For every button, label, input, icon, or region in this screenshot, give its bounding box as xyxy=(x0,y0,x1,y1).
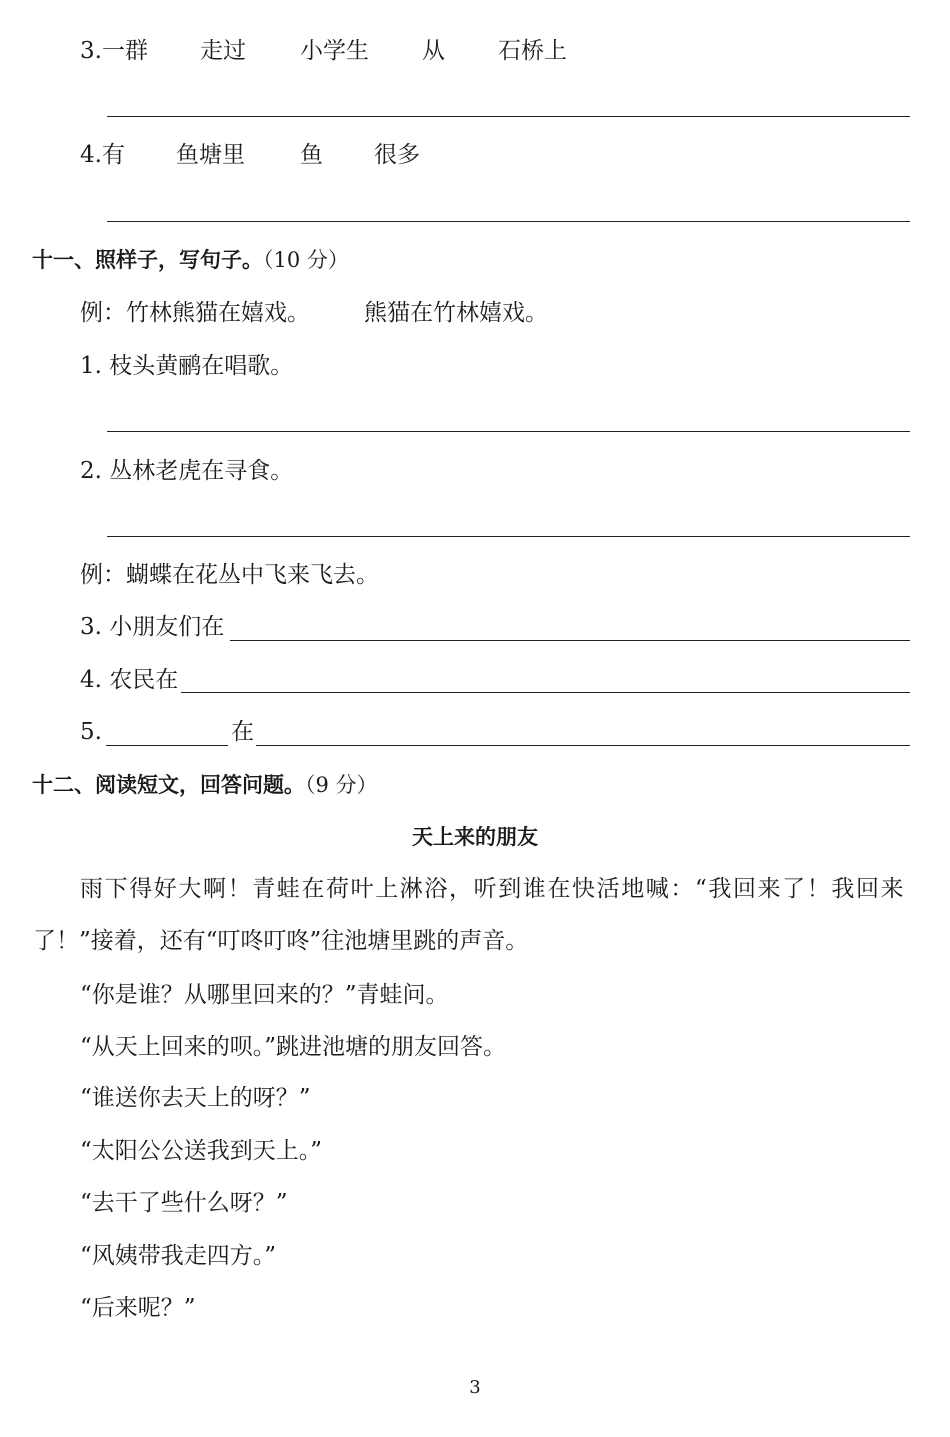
passage-line: “太阳公公送我到天上。” xyxy=(80,1138,323,1164)
word-card: 从 xyxy=(421,38,445,64)
q10-item4-number: 4. xyxy=(80,142,102,168)
passage-line: “后来呢？” xyxy=(80,1295,196,1321)
q10-item3 xyxy=(80,36,567,66)
example-1 xyxy=(80,298,548,328)
s11-item5-mid: 在 xyxy=(231,719,254,745)
passage-line: “去干了些什么呀？” xyxy=(80,1190,288,1216)
q10-item4 xyxy=(80,140,420,170)
example-2: 例：蝴蝶在花丛中飞来飞去。 xyxy=(80,562,379,588)
passage-para1-line1: 雨下得好大啊！青蛙在荷叶上淋浴，听到谁在快活地喊：“我回来了！我回来 xyxy=(80,876,906,902)
answer-line[interactable] xyxy=(181,692,910,693)
passage-para1-line2: 了！”接着，还有“叮咚叮咚”往池塘里跳的声音。 xyxy=(33,928,529,954)
section-12-heading xyxy=(32,770,378,800)
passage-line: “风姨带我走四方。” xyxy=(80,1243,277,1269)
s11-item5-number: 5. xyxy=(80,719,102,745)
section-11-heading xyxy=(32,245,349,275)
word-card: 小学生 xyxy=(299,38,369,64)
section-11-score: （10 分） xyxy=(263,248,349,272)
answer-line[interactable] xyxy=(256,745,910,746)
page-number: 3 xyxy=(469,1377,481,1398)
answer-blank-short[interactable] xyxy=(106,745,228,746)
answer-line[interactable] xyxy=(230,640,910,641)
word-card: 走过 xyxy=(199,38,246,64)
word-card: 很多 xyxy=(373,142,420,168)
s11-item2: 2. 丛林老虎在寻食。 xyxy=(80,458,294,484)
s11-item3: 3. 小朋友们在 xyxy=(80,614,225,640)
passage-line: “从天上回来的呗。”跳进池塘的朋友回答。 xyxy=(80,1034,507,1060)
passage-title: 天上来的朋友 xyxy=(412,825,538,849)
answer-line[interactable] xyxy=(107,116,910,117)
answer-line[interactable] xyxy=(107,221,910,222)
word-card: 石桥上 xyxy=(497,38,567,64)
word-card: 鱼 xyxy=(299,142,323,168)
passage-line: “你是谁？从哪里回来的？”青蛙问。 xyxy=(80,982,449,1008)
section-12-title: 十二、阅读短文，回答问题。 xyxy=(32,773,305,797)
word-card: 有 xyxy=(101,142,125,168)
word-card: 一群 xyxy=(101,38,148,64)
s11-item4: 4. 农民在 xyxy=(80,667,179,693)
example-1-rewritten: 熊猫在竹林嬉戏。 xyxy=(364,300,548,326)
q10-item3-number: 3. xyxy=(80,38,102,64)
passage-line: “谁送你去天上的呀？” xyxy=(80,1085,311,1111)
example-1-original: 例：竹林熊猫在嬉戏。 xyxy=(80,300,310,326)
section-12-score: （9 分） xyxy=(305,773,378,797)
answer-line[interactable] xyxy=(107,536,910,537)
answer-line[interactable] xyxy=(107,431,910,432)
section-11-title: 十一、照样子，写句子。 xyxy=(32,248,263,272)
s11-item1: 1. 枝头黄鹂在唱歌。 xyxy=(80,353,294,379)
word-card: 鱼塘里 xyxy=(175,142,245,168)
